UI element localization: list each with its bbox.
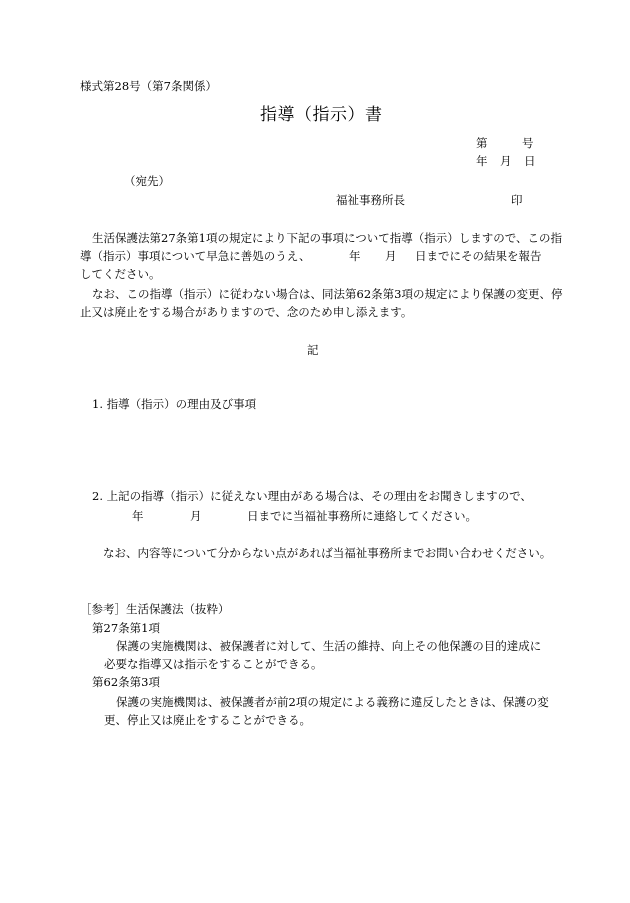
article-27-line-2: 必要な指導又は指示をすることができる。 [104, 657, 323, 671]
body-line-3: してください。 [80, 267, 161, 281]
body-line-2a: 導（指示）事項について早急に善処のうえ、 [80, 249, 311, 263]
body-line-2-year: 年 [349, 249, 361, 263]
item-2-line-2: 日までに当福祉事務所に連絡してください。 [247, 509, 477, 523]
number-suffix: 号 [522, 136, 534, 150]
body-line-4: なお、この指導（指示）に従わない場合は、同法第62条第3項の規定により保護の変更、停 [92, 287, 563, 301]
date-year-label: 年 [476, 154, 488, 168]
number-prefix: 第 [476, 136, 488, 150]
body-line-2b: 日までにその結果を報告 [415, 249, 542, 263]
body-line-5: 止又は廃止をする場合がありますので、念のため申し添えます。 [80, 305, 413, 319]
form-number: 様式第28号（第7条関係） [80, 79, 217, 93]
date-day-label: 日 [524, 154, 536, 168]
article-62-line-2: 更、停止又は廃止をすることができる。 [104, 713, 311, 727]
item-1: 1. 指導（指示）の理由及び事項 [92, 397, 257, 411]
body-line-2-month: 月 [385, 249, 397, 263]
article-27-title: 第27条第1項 [92, 621, 160, 635]
inquiry-note: なお、内容等について分からない点があれば当福祉事務所までお問い合わせください。 [103, 546, 552, 560]
item-2-year: 年 [132, 509, 144, 523]
excerpt-heading: ［参考］生活保護法（抜粋） [80, 602, 230, 616]
item-2-line-1: 2. 上記の指導（指示）に従えない理由がある場合は、その理由をお聞きしますので、 [92, 489, 532, 503]
article-62-title: 第62条第3項 [92, 675, 160, 689]
item-2-month: 月 [190, 509, 202, 523]
seal-mark: 印 [511, 193, 523, 207]
sender-title: 福祉事務所長 [336, 193, 405, 207]
body-line-1: 生活保護法第27条第1項の規定により下記の事項について指導（指示）しますので、この指 [92, 231, 562, 245]
addressee-label: （宛先） [124, 174, 170, 188]
article-62-line-1: 保護の実施機関は、被保護者が前2項の規定による義務に違反したときは、保護の変 [116, 695, 549, 709]
record-mark: 記 [307, 343, 319, 357]
article-27-line-1: 保護の実施機関は、被保護者に対して、生活の維持、向上その他保護の目的達成に [116, 639, 542, 653]
page-title: 指導（指示）書 [260, 105, 383, 125]
date-month-label: 月 [500, 154, 512, 168]
